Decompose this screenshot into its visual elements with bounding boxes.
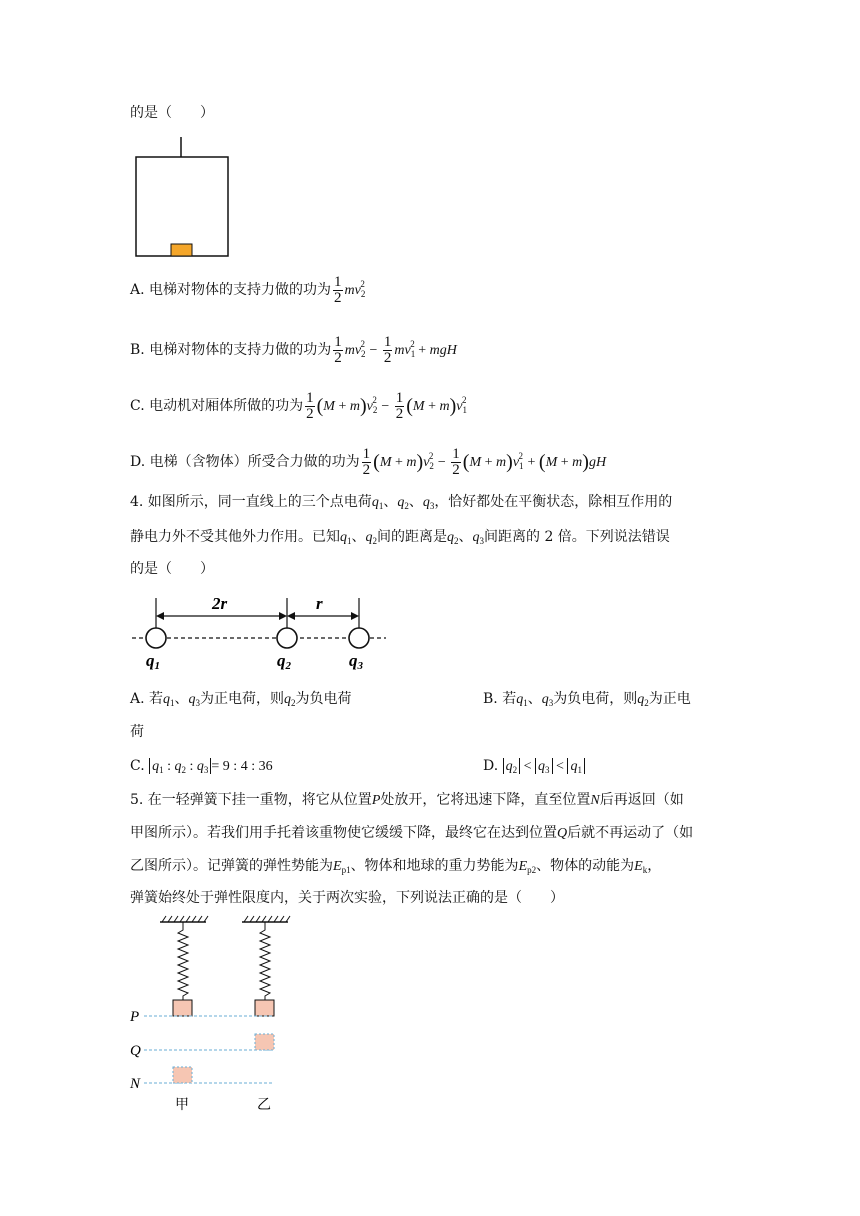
q3-option-c: C. 电动机对厢体所做的功为 $\frac{1}{2}$ $(M + m)v_2^2$ − $\frac{1}{2}$ $(M + m)v_1^2$: [130, 389, 468, 422]
q4-option-c: C. $q_1$ : $q_2$ : $q_3 = 9$ : 4 : 36: [130, 758, 273, 775]
svg-text:q2: q2: [277, 651, 291, 672]
q3-option-d: D. 电梯（含物体）所受合力做的功为 $\frac{1}{2}$ $(M + m)v_2^2$ − $\frac{1}{2}$ $(M + m)v_1^2 + (M + m)gH$: [130, 445, 607, 478]
block-yi-at-p: [255, 1000, 274, 1016]
distance-r-label: r: [316, 594, 323, 613]
block-yi-at-q: [255, 1034, 274, 1050]
spring-yi: [260, 922, 270, 1000]
block-jia-at-n: [173, 1067, 192, 1083]
q4-option-b-wrap: 荷: [130, 724, 144, 740]
q4-option-b: B. 若$q_1$、$q_3$为负电荷，则$q_2$为正电: [483, 691, 691, 708]
q4-stem-line2: 静电力外不受其他外力作用。已知$q_1$、$q_2$间的距离是$q_2$、$q_3$间距离的 2 倍。下列说法错误: [130, 529, 670, 546]
spring-jia: [178, 922, 188, 1000]
elevator-object-block: [171, 244, 192, 256]
level-p-label: P: [130, 1009, 140, 1025]
distance-2r-label: 2r: [212, 594, 228, 613]
svg-text:q1: q1: [146, 651, 160, 672]
elevator-figure: [133, 137, 233, 259]
q5-stem-line4: 弹簧始终处于弹性限度内，关于两次实验，下列说法正确的是（ ）: [130, 890, 564, 906]
q5-stem-line1: 5. 在一轻弹簧下挂一重物，将它从位置P处放开，它将迅速下降，直至位置N后再返回（如: [130, 792, 684, 808]
q5-stem-line3: 乙图所示）。记弹簧的弹性势能为$E_{p1}$、物体和地球的重力势能为$E_{p2}$、物体的动能为$E_k$，: [130, 858, 662, 875]
q3-tail-text: 的是（ ）: [130, 105, 214, 121]
q3-option-a: A. 电梯对物体的支持力做的功为 $\frac{1}{2}$ $mv_2^2$: [130, 273, 366, 306]
figure-yi-label: 乙: [257, 1097, 271, 1113]
charges-figure: [130, 592, 390, 672]
q3-option-b: B. 电梯对物体的支持力做的功为 $\frac{1}{2}$ $mv_2^2$ − $\frac{1}{2}$ $mv_1^2$ + mgH: [130, 333, 457, 366]
svg-text:q3: q3: [349, 651, 363, 672]
charge-q1: [146, 628, 166, 648]
q4-option-d: D. $q_2 < q_3 < q_1$: [483, 756, 585, 780]
charge-q2: [277, 628, 297, 648]
charge-q3: [349, 628, 369, 648]
block-jia-at-p: [173, 1000, 192, 1016]
q5-stem-line2: 甲图所示）。若我们用手托着该重物使它缓缓下降，最终它在达到位置Q后就不再运动了（如: [130, 825, 694, 841]
q4-option-a: A. 若$q_1$、$q_3$为正电荷，则$q_2$为负电荷: [130, 691, 352, 708]
level-n-label: N: [130, 1076, 141, 1092]
q4-stem-line1: 4. 如图所示，同一直线上的三个点电荷$q_1$、$q_2$、$q_3$，恰好都处在平衡状态，除相互作用的: [130, 494, 673, 511]
spring-figure: [128, 912, 298, 1118]
figure-jia-label: 甲: [175, 1097, 189, 1113]
level-q-label: Q: [130, 1043, 141, 1059]
q4-stem-line3: 的是（ ）: [130, 561, 214, 577]
